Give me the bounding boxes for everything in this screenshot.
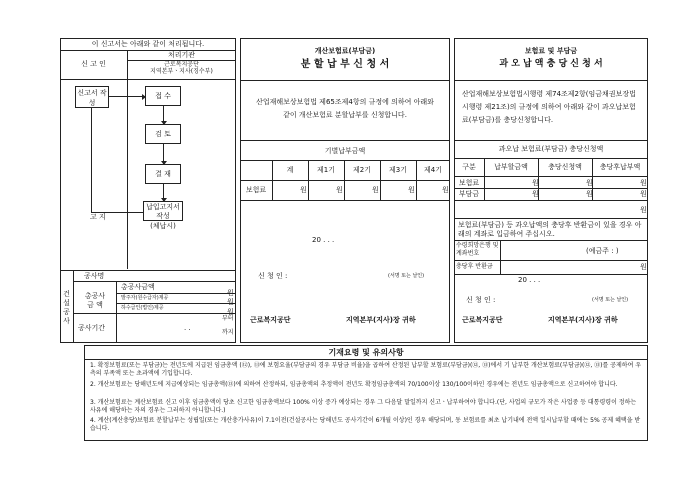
installment-body: 산업재해보상보험법 제65조제4항의 규정에 의하여 아래와 같이 개산보험료 분할납부를 신청합니다. [256,98,434,119]
contract-row3-won: 원 [227,308,234,316]
offset-col-due: 납부할금액 [494,163,528,171]
flow-notice-box: 납입고지서 작성 [143,201,183,221]
offset-table-title: 과오납 보험료(부담금) 충당신청액 [498,145,604,153]
installment-branch: 지역본부(지사)장 귀하 [346,316,416,324]
notes-item-2: 2. 개산보험료는 당해년도에 지급예상되는 임금총액(⑬)에 의하여 산정하되, 임금총액의 추정액이 전년도 확정임금총액의 70/100이상 130/100이하인 경우에는 전년도 임금총액으로 신고하여야 합니다. [90,381,618,388]
offset-date: 20 . . . [518,276,541,284]
offset-branch: 지역본부(지사)장 귀하 [548,316,618,324]
offset-col-request: 충당신청액 [548,163,582,171]
construction-name-label: 공사명 [84,272,105,280]
notes-item-1: 1. 확정보험료(또는 부담금)는 전년도에 지급된 임금총액 (⑫), ⑬에 보험요율(부담금의 경우 부담금 비율)을 곱하여 산정된 납부할 보험료(부담금)(⑫, ⑬)에서 기 납부한 개산보험료(부담금)(⑫, ⑬)를 공제하여 우측의 부족액 또는 초과액에 기입합니다. [90,362,642,377]
period-to: 까지 [222,329,234,336]
installment-row-label: 보험료 [245,186,267,194]
offset-title: 과 오 납 액 충 당 신 청 서 [499,59,603,69]
period-label: 공사기간 [78,324,106,332]
offset-applicant: 신 청 인 : [466,296,496,304]
contract-row1: 총공사금액 [121,283,155,291]
flow-notice-sub: (체납시) [150,222,176,230]
contract-row2-won: 원 [227,298,234,306]
offset-subtitle: 보험료 및 부담금 [524,47,578,55]
contract-row2: 발주자(원수급자)제공 [121,295,169,301]
offset-sign: (서명 또는 날인) [592,297,629,303]
period-from: 부터 [222,315,234,322]
installment-col-3: 제3기 [389,166,407,174]
offset-org: 근로복지공단 [462,316,503,324]
flow-report-box: 신고서 작성 [75,86,109,108]
installment-org: 근로복지공단 [250,316,291,324]
installment-col-4: 제4기 [424,166,442,174]
left-header-note: 이 신고서는 아래와 같이 처리됩니다. [91,40,205,48]
agency-name: 근로복지공단 [164,61,199,68]
flow-receive-box: 접 수 [145,86,181,106]
offset-refund-note: 보험료(부담금) 등 과오납액의 충당후 반환금이 있을 경우 아래의 계좌로 입금하여 주십시오. [458,221,642,238]
installment-date: 20 . . . [312,236,335,244]
notes-item-3: 3. 개산보험료는 계산보험료 신고 이후 임금총액이 당초 신고한 임금총액보다 100% 이상 증가 예상되는 경우 그 다음달 말일까지 신고ㆍ납부하여야 합니다.(단, 사업의 규모가 작은 사업중 등 대통령령이 정하는 사유에 해당하는 자의 경우는 그러하지 아니합니다.) [90,399,637,414]
offset-col-after: 충당후납부액 [599,163,641,171]
offset-bank-label: 수령희망은행 및 계좌번호 [456,242,499,257]
contract-row1-won: 원 [227,289,234,297]
installment-sign: (서명 또는 날인) [388,273,425,279]
offset-refund-label: 충당후 반환금 [456,263,493,270]
offset-row-premium: 보험료 [458,179,480,187]
reporter-label: 신 고 인 [81,60,106,68]
installment-col-1: 제1기 [317,166,335,174]
flow-notify-label: 고 지 [90,213,106,221]
offset-body: 산업재해보상보험법시행령 제74조제2항(임금채권보장법시행령 제21조)의 규정에 의하여 아래와 같이 과오납보험료(부담금)를 충당신청합니다. [462,90,636,124]
flow-approve-box: 결 재 [145,164,181,184]
flow-review-box: 검 토 [145,124,181,144]
agency-label: 처리기관 [167,51,196,59]
installment-applicant: 신 청 인 : [258,272,288,280]
offset-col-type: 구분 [462,163,476,171]
agency-branch: 지역본부ㆍ지사(징수부) [150,68,213,75]
contract-amount-label: 총공사 금 액 [84,292,106,309]
installment-table-title: 기별납부금액 [324,147,366,155]
notes-title: 기재요령 및 유의사항 [328,348,404,357]
construction-side-label: 건설공사 [63,290,70,325]
installment-subtitle: 개산보험료(부담금) [314,47,376,55]
offset-holder: (예금주 : ) [586,247,619,255]
installment-title: 분 할 납 부 신 청 서 [300,59,390,70]
offset-row-charge: 부담금 [458,190,480,198]
installment-col-2: 제2기 [353,166,371,174]
contract-row3: 하수급인(법인)제공 [121,305,164,311]
installment-col-total: 계 [286,166,294,174]
notes-item-4: 4. 계산(계산충당)보험료 분할납부는 성립일(또는 개산충가사유)이 7.1이전(건설공사는 당해년도 공사기간이 6개월 이상)인 경우 해당되며, 동 보험료를 최초 납기내에 전액 일시납부할 때에는 5% 공제 혜택을 받습니다. [90,417,641,432]
